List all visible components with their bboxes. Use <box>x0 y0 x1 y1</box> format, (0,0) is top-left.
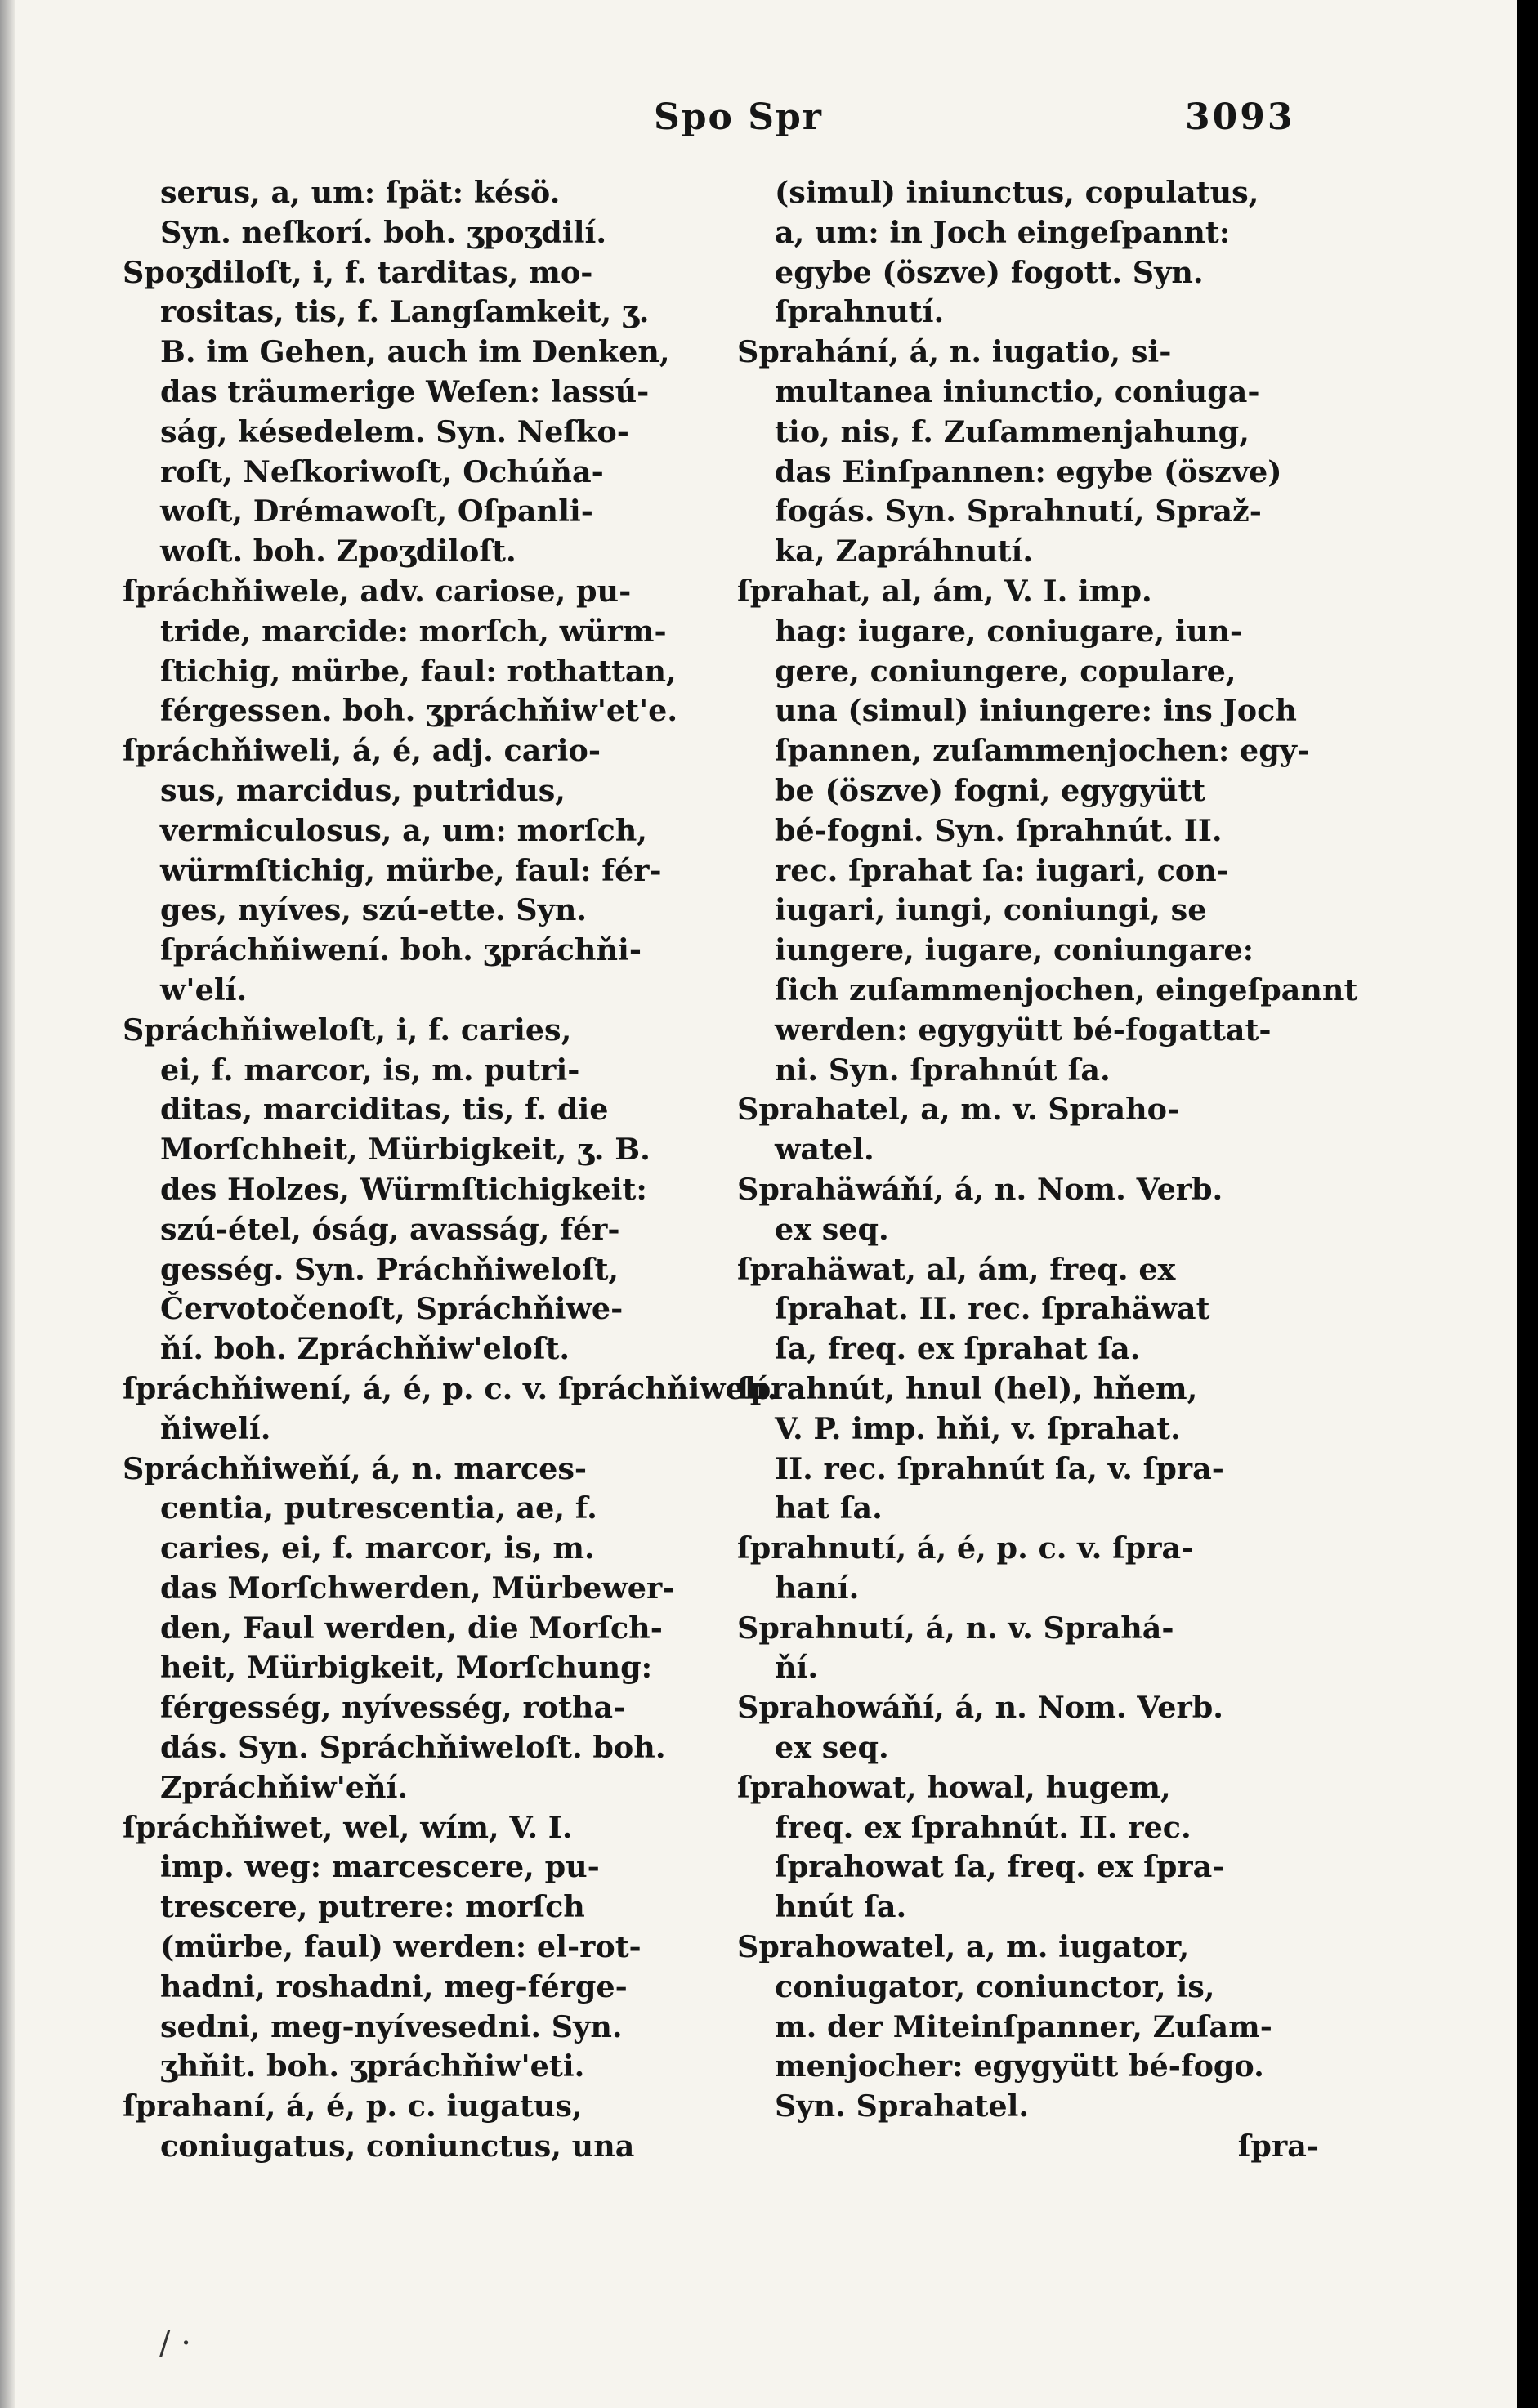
text-line: Sprahowatel, a, m. iugator, <box>737 1929 1190 1965</box>
text-line: Morſchheit, Mürbigkeit, ʒ. B. <box>160 1132 651 1168</box>
text-line: coniugator, coniunctor, is, <box>775 1968 1215 2004</box>
text-line: ſpráchňiwet, wel, wím, V. I. <box>123 1809 573 1845</box>
text-line: Sprahání, á, n. iugatio, si- <box>737 334 1172 370</box>
text-line: ňí. boh. Zpráchňiw'eloſt. <box>160 1331 570 1367</box>
text-line: ſprahat, al, ám, V. I. imp. <box>737 573 1152 609</box>
text-line: das Morſchwerden, Mürbewer- <box>160 1570 675 1606</box>
text-line: sus, marcidus, putridus, <box>160 772 566 808</box>
text-line: haní. <box>775 1570 860 1606</box>
text-line: ſpráchňiweli, á, é, adj. cario- <box>123 733 601 769</box>
text-line: serus, a, um: ſpät: késö. <box>160 175 561 210</box>
text-line: freq. ex ſprahnút. II. rec. <box>775 1809 1192 1845</box>
text-line: w'elí. <box>160 972 248 1007</box>
text-line: würmſtichig, mürbe, faul: fér- <box>160 852 662 888</box>
text-line: Syn. neſkorí. boh. ʒpoʒdilí. <box>160 214 607 250</box>
text-line: den, Faul werden, die Morſch- <box>160 1610 663 1646</box>
text-line: ex seq. <box>775 1211 889 1247</box>
text-line: bé-fogni. Syn. ſprahnút. II. <box>775 812 1223 848</box>
text-line: iugari, iungi, coniungi, se <box>775 892 1207 928</box>
text-line: das träumerige Weſen: lassú- <box>160 373 650 409</box>
text-line: gesség. Syn. Práchňiweloſt, <box>160 1251 619 1287</box>
text-line: caries, ei, f. marcor, is, m. <box>160 1530 595 1566</box>
text-line: ňiwelí. <box>160 1410 271 1446</box>
text-line: hadni, roshadni, meg-férge- <box>160 1968 628 2004</box>
text-line: ſprahnutí. <box>775 294 945 330</box>
text-line: be (öszve) fogni, egygyütt <box>775 772 1206 808</box>
text-line: ſprahowat ſa, freq. ex ſpra- <box>775 1849 1225 1885</box>
text-line: Spráchňiweloſt, i, f. caries, <box>123 1012 572 1048</box>
text-line: m. der Miteinſpanner, Zuſam- <box>775 2008 1272 2044</box>
text-line: rec. ſprahat ſa: iugari, con- <box>775 852 1229 888</box>
text-line: das Einſpannen: egybe (öszve) <box>775 453 1282 489</box>
text-line: tio, nis, f. Zuſammenjahung, <box>775 413 1250 449</box>
text-line: ſpráchňiwele, adv. cariose, pu- <box>123 573 632 609</box>
text-line: Sprahatel, a, m. v. Spraho- <box>737 1092 1180 1128</box>
text-line: ſich zuſammenjochen, eingeſpannt <box>775 972 1358 1007</box>
text-line: hnút ſa. <box>775 1889 907 1925</box>
text-line: trescere, putrere: morſch <box>160 1889 585 1925</box>
text-line: des Holzes, Würmſtichigkeit: <box>160 1171 647 1207</box>
text-line: ſtichig, mürbe, faul: rothattan, <box>160 653 677 689</box>
text-line: multanea iniunctio, coniuga- <box>775 373 1260 409</box>
text-line: roſt, Neſkoriwoſt, Ochúňa- <box>160 453 604 489</box>
text-line: ság, késedelem. Syn. Neſko- <box>160 413 629 449</box>
page-gutter-shadow <box>0 0 15 2408</box>
text-line: ex seq. <box>775 1730 889 1766</box>
text-line: imp. weg: marcescere, pu- <box>160 1849 600 1885</box>
text-line: una (simul) iniungere: ins Joch <box>775 693 1297 729</box>
text-line: iungere, iugare, coniungare: <box>775 932 1254 968</box>
text-line: ſprahnút, hnul (hel), hňem, <box>737 1370 1198 1406</box>
text-line: Červotočenoſt, Spráchňiwe- <box>160 1291 624 1327</box>
text-line: Spoʒdiloſt, i, f. tarditas, mo- <box>123 254 593 290</box>
text-line: férgesség, nyívesség, rotha- <box>160 1690 626 1726</box>
text-line: gere, coniungere, copulare, <box>775 653 1236 689</box>
text-line: woſt. boh. Zpoʒdiloſt. <box>160 534 516 570</box>
right-column <box>737 173 1358 2167</box>
text-line: hag: iugare, coniugare, iun- <box>775 613 1242 649</box>
text-line: ſprahowat, howal, hugem, <box>737 1769 1171 1805</box>
text-line: rositas, tis, f. Langſamkeit, ʒ. <box>160 294 650 330</box>
text-line: (simul) iniunctus, copulatus, <box>775 175 1259 210</box>
text-line: II. rec. ſprahnút ſa, v. ſpra- <box>775 1450 1224 1486</box>
text-line: ſprahnutí, á, é, p. c. v. ſpra- <box>737 1530 1194 1566</box>
text-line: heit, Mürbigkeit, Morſchung: <box>160 1650 653 1686</box>
text-line: V. P. imp. hňi, v. ſprahat. <box>775 1410 1181 1446</box>
text-line: sedni, meg-nyívesedni. Syn. <box>160 2008 623 2044</box>
text-line: B. im Gehen, auch im Denken, <box>160 334 670 370</box>
text-line: dás. Syn. Spráchňiweloſt. boh. <box>160 1730 666 1766</box>
page-number: 3093 <box>1185 96 1295 138</box>
text-line: a, um: in Joch eingeſpannt: <box>775 214 1231 250</box>
text-line: menjocher: egygyütt bé-fogo. <box>775 2048 1264 2084</box>
text-line: Sprahowáňí, á, n. Nom. Verb. <box>737 1690 1223 1726</box>
text-line: ſpráchňiwení. boh. ʒpráchňi- <box>160 932 642 968</box>
text-line: hat ſa. <box>775 1490 883 1526</box>
text-line: vermiculosus, a, um: morſch, <box>160 812 647 848</box>
text-line: ei, f. marcor, is, m. putri- <box>160 1052 580 1088</box>
text-line: Zpráchňiw'eňí. <box>160 1769 409 1805</box>
text-line: centia, putrescentia, ae, f. <box>160 1490 597 1526</box>
text-line: tride, marcide: morſch, würm- <box>160 613 667 649</box>
text-line: werden: egygyütt bé-fogattat- <box>775 1012 1272 1048</box>
text-line: ſprahat. II. rec. ſprahäwat <box>775 1291 1210 1327</box>
text-line: ſpráchňiwení, á, é, p. c. v. ſpráchňiwelí. <box>123 1370 778 1406</box>
text-line: ſpannen, zuſammenjochen: egy- <box>775 733 1310 769</box>
footer-mark: / · <box>159 2325 191 2362</box>
text-line: fogás. Syn. Sprahnutí, Spraž- <box>775 494 1262 529</box>
text-line: woſt, Drémawoſt, Oſpanli- <box>160 494 593 529</box>
text-line: ʒhňit. boh. ʒpráchňiw'eti. <box>160 2048 585 2084</box>
text-line: egybe (öszve) fogott. Syn. <box>775 254 1204 290</box>
left-column <box>123 173 778 2167</box>
text-line: ni. Syn. ſprahnút ſa. <box>775 1052 1111 1088</box>
text-line: ſprahaní, á, é, p. c. iugatus, <box>123 2089 583 2124</box>
text-line: szú-étel, óság, avasság, fér- <box>160 1211 620 1247</box>
text-line: ſa, freq. ex ſprahat ſa. <box>775 1331 1141 1367</box>
text-line: ges, nyíves, szú-ette. Syn. <box>160 892 588 928</box>
text-line: ſprahäwat, al, ám, freq. ex <box>737 1251 1176 1287</box>
text-line: ſpra- <box>1237 2129 1319 2165</box>
text-line: Spráchňiweňí, á, n. marces- <box>123 1450 588 1486</box>
guide-words: Spo Spr <box>654 96 823 138</box>
text-line: ka, Zapráhnutí. <box>775 534 1034 570</box>
text-line: ditas, marciditas, tis, f. die <box>160 1092 609 1128</box>
text-line: Sprahnutí, á, n. v. Sprahá- <box>737 1610 1174 1646</box>
text-line: Syn. Sprahatel. <box>775 2089 1030 2124</box>
text-line: (mürbe, faul) werden: el-rot- <box>160 1929 642 1965</box>
text-line: Sprahäwáňí, á, n. Nom. Verb. <box>737 1171 1223 1207</box>
text-line: ňí. <box>775 1650 819 1686</box>
text-line: coniugatus, coniunctus, una <box>160 2129 635 2165</box>
text-line: férgessen. boh. ʒpráchňiw'et'e. <box>160 693 678 729</box>
text-line: watel. <box>775 1132 874 1168</box>
